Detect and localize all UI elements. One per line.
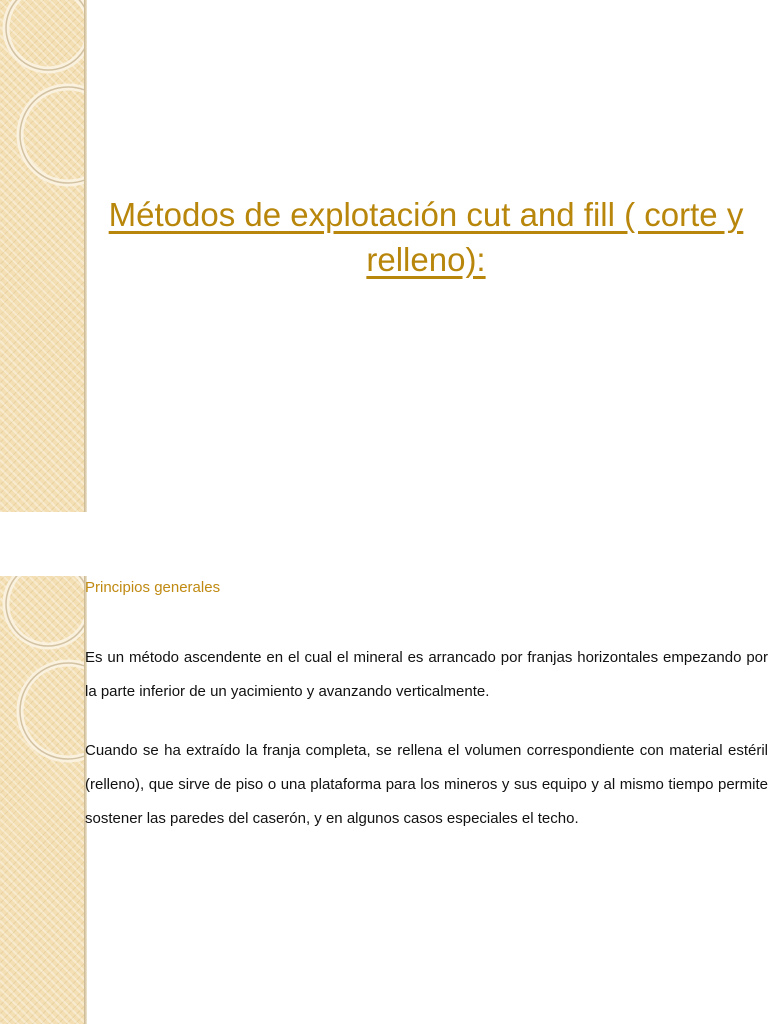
band-edge [84, 0, 87, 512]
body-paragraph-2: Cuando se ha extraído la franja completa, se rellena el volumen correspondiente con material estéril (relleno), que sirve de piso o una plataforma para los mineros y sus equipo y al mismo tiempo permite sostener las paredes del caserón, y en algunos casos especiales el techo. [85, 742, 768, 827]
decorative-side-band [0, 0, 84, 512]
decorative-rings [0, 576, 84, 1024]
section-heading: Principios generales [85, 579, 221, 596]
decorative-rings [0, 0, 84, 512]
body-paragraph-1: Es un método ascendente en el cual el mineral es arrancado por franjas horizontales empezando por la parte inferior de un yacimiento y avanzando verticalmente. [85, 649, 768, 700]
decorative-side-band [0, 576, 84, 1024]
slide-title: Métodos de explotación cut and fill ( corte y relleno): [108, 196, 744, 278]
